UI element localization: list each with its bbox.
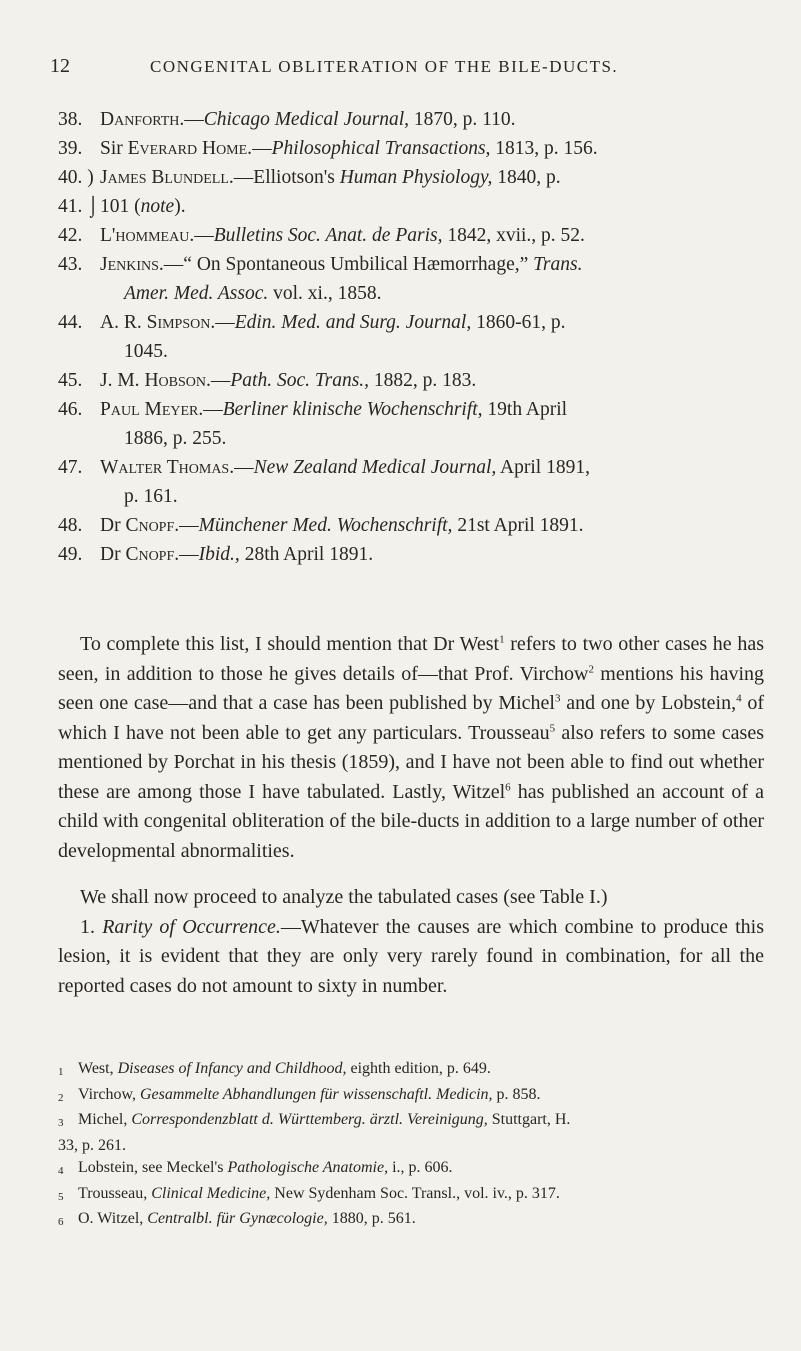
reference-author: Hobson. (144, 370, 211, 391)
reference-item (58, 134, 764, 163)
section-paragraph (58, 913, 764, 1002)
footnote-title: Gesammelte Abhandlungen für wissenschaftl. Medicin, (139, 1085, 493, 1103)
reference-journal: Berliner klinische Wochenschrift, (222, 399, 483, 420)
text-run: 1880, p. 561. (327, 1210, 416, 1227)
page-number: 12 (50, 55, 70, 77)
footnote-marker: 5 (58, 1190, 64, 1203)
reference-number: 39. (58, 138, 83, 159)
body-text (58, 630, 764, 1001)
footnote-continuation (58, 1135, 764, 1158)
reference-author: Simpson. (146, 312, 216, 333)
text-run: New Sydenham Soc. Transl., vol. iv., p. 317. (270, 1184, 560, 1202)
footnote-marker: 3 (58, 1117, 64, 1129)
reference-sep: — (210, 370, 231, 391)
reference-sep: — (179, 515, 199, 536)
reference-journal: Bulletins Soc. Anat. de Paris, (213, 225, 443, 246)
text-run: Lobstein, see Meckel's (78, 1159, 228, 1176)
reference-rest: 1882, p. 183. (369, 370, 477, 391)
footnote-marker: 1 (499, 633, 505, 646)
text-run: West, (78, 1060, 118, 1077)
footnote-marker: 4 (736, 692, 742, 705)
reference-number: 45. (58, 370, 83, 391)
section-number: 1. (80, 915, 103, 938)
reference-rest: 1870, p. 110. (409, 109, 516, 130)
running-head: CONGENITAL OBLITERATION OF THE BILE-DUCTS. (150, 57, 619, 76)
reference-journal: Münchener Med. Wochenschrift, (198, 515, 453, 536)
reference-item (58, 105, 764, 134)
footnote (58, 1058, 764, 1084)
text-run: Stuttgart, H. (487, 1111, 571, 1128)
reference-author-prefix: J. M. (100, 370, 145, 391)
reference-author-prefix: A. R. (100, 312, 147, 333)
footnote-marker: 4 (58, 1165, 64, 1177)
footnote-marker: 6 (58, 1216, 64, 1228)
reference-sep: — (203, 399, 223, 420)
reference-continuation (58, 337, 764, 366)
reference-italic: note (140, 196, 175, 217)
reference-author: Paul Meyer. (100, 399, 204, 420)
reference-rest: 21st April 1891. (452, 515, 584, 536)
footnotes (58, 1058, 764, 1234)
reference-author-prefix: Sir (100, 138, 128, 159)
text-run: —Whatever the causes are which combine to produce this lesion, it is evident that they are only very rarely found in combination, for all the reported cases do not amount to sixty in number. (58, 915, 764, 997)
footnote (58, 1109, 764, 1135)
reference-sep: —Elliotson's (233, 167, 340, 188)
reference-rest: 1886, p. 255. (124, 428, 227, 449)
text-run: mentions his having seen one case—and that a case has been published by Michel (58, 662, 765, 714)
reference-continuation (58, 424, 764, 453)
reference-number: 47. (58, 457, 83, 478)
footnote-marker: 2 (58, 1091, 64, 1104)
reference-sep: —“ On Spontaneous Umbilical Hæmorrhage,” (163, 254, 534, 275)
reference-number: 38. (58, 109, 83, 130)
paragraph: We shall now proceed to analyze the tabulated cases (see Table I.) (80, 886, 608, 908)
reference-rest: vol. xi., 1858. (268, 283, 382, 304)
reference-rest: 1840, p. (492, 167, 561, 188)
reference-item (58, 511, 764, 540)
text-run: also refers to some cases mentioned by Porchat in his thesis (1859), and I have not been able to find out whether these are among those I have tabulated. Lastly, Witzel (58, 721, 764, 803)
reference-item (58, 163, 764, 192)
reference-tail: ). (174, 196, 186, 217)
reference-author: Walter Thomas. (100, 457, 235, 478)
reference-number: 42. (58, 225, 83, 246)
reference-sep: — (179, 544, 199, 565)
reference-author: Jenkins. (100, 254, 164, 275)
text-run: Virchow, (78, 1085, 140, 1103)
reference-item (58, 453, 764, 482)
reference-rest: 1813, p. 156. (490, 138, 598, 159)
reference-sep: — (184, 109, 204, 130)
text-run: Trousseau, (78, 1184, 152, 1202)
reference-item (58, 192, 764, 221)
page-header (50, 55, 760, 85)
reference-author: L'hommeau. (100, 225, 195, 246)
reference-sep: — (215, 312, 235, 333)
reference-author: Everard Home. (127, 138, 253, 159)
text-run: p. 858. (492, 1085, 541, 1103)
reference-journal: Philosophical Transactions, (271, 138, 491, 159)
footnote (58, 1084, 764, 1110)
text-run: i., p. 606. (388, 1159, 453, 1176)
footnote-title: Correspondenzblatt d. Württemberg. ärztl. Vereinigung, (131, 1111, 488, 1128)
reference-number: 46. (58, 399, 83, 420)
reference-rest: 1860-61, p. (471, 312, 566, 333)
text-run: O. Witzel, (78, 1210, 148, 1227)
footnote-marker: 1 (58, 1066, 64, 1078)
footnote-marker: 2 (588, 662, 594, 675)
text-run: Michel, (78, 1111, 132, 1128)
reference-author-prefix: Dr (100, 515, 126, 536)
reference-item (58, 395, 764, 424)
reference-rest: April 1891, (496, 457, 590, 478)
footnote (58, 1157, 764, 1183)
reference-author: Cnopf. (125, 515, 180, 536)
paragraph (58, 630, 764, 866)
reference-number: 48. (58, 515, 83, 536)
reference-number: 40. ) (58, 167, 94, 188)
reference-author-prefix: Dr (100, 544, 126, 565)
reference-journal: Trans. (533, 254, 583, 275)
reference-list (58, 105, 764, 569)
footnote-title: Centralbl. für Gynæcologie, (147, 1210, 328, 1227)
reference-sep: — (194, 225, 214, 246)
reference-item (58, 250, 764, 279)
reference-rest: 1842, xvii., p. 52. (442, 225, 585, 246)
reference-author: James Blundell. (100, 167, 234, 188)
text-run: and one by Lobstein, (560, 692, 737, 714)
text-run: 33, p. 261. (58, 1136, 126, 1154)
reference-number: 43. (58, 254, 83, 275)
reference-text: 101 ( (100, 196, 141, 217)
reference-sep: — (234, 457, 254, 478)
reference-number: 44. (58, 312, 83, 333)
reference-journal: Path. Soc. Trans., (230, 370, 370, 391)
reference-journal: Ibid., (198, 544, 240, 565)
text-run: To complete this list, I should mention that Dr West (80, 633, 500, 655)
text-run: has published an account of a child with congenital obliteration of the bile-ducts in addition to a large number of other developmental abnormalities. (58, 780, 764, 862)
reference-journal: Amer. Med. Assoc. (124, 283, 269, 304)
reference-rest: 19th April (482, 399, 568, 420)
footnote-title: Pathologische Anatomie, (227, 1159, 389, 1176)
reference-item (58, 221, 764, 250)
footnote-title: Clinical Medicine, (151, 1184, 271, 1202)
reference-journal: New Zealand Medical Journal, (253, 457, 497, 478)
footnote-marker: 3 (555, 692, 561, 705)
reference-number: 41. ⌡ (58, 196, 100, 217)
reference-rest: 1045. (124, 341, 168, 362)
text-run: of which I have not been able to get any particulars. Trousseau (58, 692, 765, 744)
reference-rest: p. 161. (124, 486, 178, 507)
reference-number: 49. (58, 544, 83, 565)
footnote-marker: 6 (505, 780, 511, 793)
footnote-title: Diseases of Infancy and Childhood, (117, 1060, 347, 1077)
reference-journal: Chicago Medical Journal, (203, 109, 409, 130)
section-heading: Rarity of Occurrence. (102, 915, 281, 938)
reference-rest: 28th April 1891. (239, 544, 374, 565)
reference-item (58, 366, 764, 395)
reference-journal: Human Physiology, (339, 167, 493, 188)
reference-sep: — (252, 138, 272, 159)
text-run: refers to two other cases he has seen, in addition to those he gives details of—that Prof. Virchow (58, 633, 764, 685)
footnote (58, 1208, 764, 1234)
reference-continuation (58, 279, 764, 308)
footnote (58, 1183, 764, 1209)
reference-item (58, 308, 764, 337)
reference-continuation (58, 482, 764, 511)
reference-author: Danforth. (100, 109, 185, 130)
reference-item (58, 540, 764, 569)
text-run: eighth edition, p. 649. (346, 1060, 491, 1077)
reference-author: Cnopf. (125, 544, 180, 565)
reference-journal: Edin. Med. and Surg. Journal, (234, 312, 472, 333)
footnote-marker: 5 (549, 721, 556, 734)
